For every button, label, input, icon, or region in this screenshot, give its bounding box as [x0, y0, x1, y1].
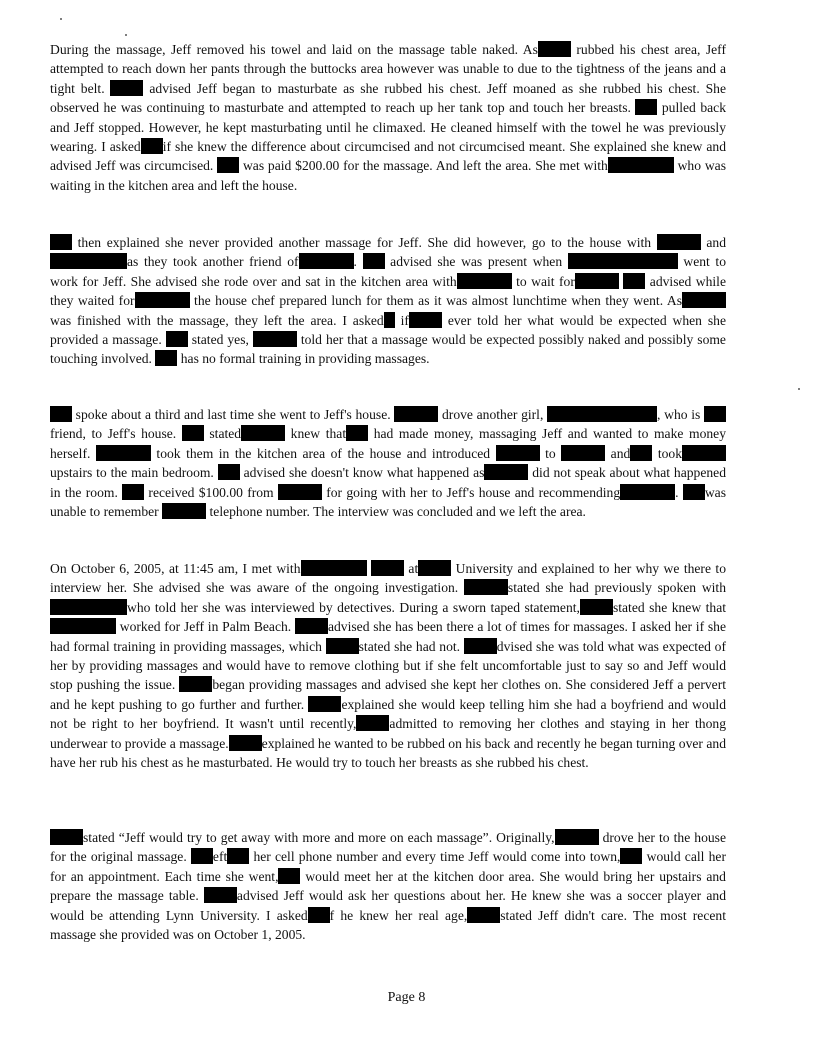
redaction-box	[96, 445, 151, 461]
paragraph	[50, 828, 726, 944]
paragraph-text: has no formal training in providing massages.	[177, 351, 430, 367]
redaction-box	[278, 868, 300, 884]
paragraph-text: and	[700, 235, 726, 250]
redaction-box	[409, 312, 442, 328]
paragraph-text: pulled back and Jeff stopped. However, he kept masturbating until he climaxed. He cleaned himself with the towel he was previously wearing. I asked	[50, 100, 726, 155]
paragraph-text: told her that a massage would be expected possibly naked and possibly some touching involved.	[50, 332, 726, 367]
paragraph-text: advised while they waited for	[50, 273, 726, 309]
redaction-box	[623, 273, 645, 289]
paragraph-text: stated she knew that	[612, 599, 726, 615]
redaction-box	[682, 292, 726, 308]
redaction-box	[179, 676, 212, 692]
page-number: Page 8	[387, 990, 426, 1005]
redaction-box	[166, 331, 188, 347]
paragraph-text: stated she had not.	[358, 638, 464, 654]
redaction-box	[191, 848, 213, 864]
redaction-box	[50, 829, 83, 845]
paragraph-text: dvised she was told what was expected of her by providing massages and would have to remove clothing but if she felt uncomfortable just to say so and Jeff would stop pushing the issue.	[50, 638, 726, 693]
redaction-box	[683, 484, 705, 500]
redaction-box	[122, 484, 144, 500]
redaction-box	[630, 445, 652, 461]
redaction-box	[555, 829, 599, 845]
redaction-box	[50, 234, 72, 250]
paragraph-text: During the massage, Jeff removed his towel and laid on the massage table naked. As	[50, 42, 538, 57]
paragraph-text: upstairs to the main bedroom.	[50, 465, 218, 481]
paragraph-text: stated she had previously spoken with	[507, 580, 726, 596]
redaction-box	[301, 560, 367, 576]
redaction-box	[346, 425, 368, 441]
paragraph-text: friend, to Jeff's house.	[50, 426, 182, 442]
redaction-box	[704, 406, 726, 422]
scan-speck	[798, 388, 800, 390]
paragraph-text: rubbed his chest area, Jeff attempted to reach down her pants through the buttocks area however was unable to due to the tightness of the jeans and a tight belt.	[50, 42, 726, 96]
redaction-box	[608, 157, 674, 173]
paragraph-text: explained he wanted to be rubbed on his back and recently he began turning over and have her rub his chest as he masturbated. He would try to touch her breasts as she rubbed his chest.	[50, 735, 726, 771]
redaction-box	[418, 560, 451, 576]
redaction-box	[547, 406, 657, 422]
redaction-box	[457, 273, 512, 289]
redaction-box	[326, 638, 359, 654]
paragraph-text: the house chef prepared lunch for them as it was almost lunchtime when they went. As	[189, 293, 682, 309]
redaction-box	[308, 907, 330, 923]
redaction-box	[229, 735, 262, 751]
paragraph-text: ever told her what would be expected when she provided a massage.	[50, 312, 726, 348]
redaction-box	[575, 273, 619, 289]
paragraph-text: and	[605, 445, 631, 461]
paragraph-text: advised she doesn't know what happened as	[239, 465, 485, 481]
redaction-box	[561, 445, 605, 461]
paragraph-text: , who is	[657, 407, 704, 422]
redaction-box	[182, 425, 204, 441]
redaction-box	[371, 560, 404, 576]
paragraph-text: would meet her at the kitchen door area. She would bring her upstairs and prepare the massage table.	[50, 868, 726, 904]
paragraph-text: was unable to remember	[50, 484, 726, 520]
paragraph-text: then explained she never provided another massage for Jeff. She did however, go to the house with	[72, 235, 657, 250]
redaction-box	[50, 599, 127, 615]
redaction-box	[253, 331, 297, 347]
paragraph-text: if she knew the difference about circumcised and not circumcised meant. She explained she knew and advised Jeff was circumcised.	[50, 139, 726, 174]
paragraph-text: drove another girl,	[438, 407, 548, 422]
paragraph-text: .	[353, 254, 363, 270]
redaction-box	[278, 484, 322, 500]
redaction-box	[568, 253, 678, 269]
paragraph-text: who told her she was interviewed by detectives. During a sworn taped statement,	[127, 599, 580, 615]
paragraph	[50, 559, 726, 772]
redaction-box	[227, 848, 249, 864]
paragraph-text: if	[394, 312, 409, 328]
paragraph-text: was finished with the massage, they left the area. I asked	[50, 312, 384, 328]
paragraph-text: knew that	[285, 426, 347, 442]
redaction-box	[682, 445, 726, 461]
paragraph-text: took them in the kitchen area of the house and introduced	[150, 445, 496, 461]
redaction-box	[620, 484, 675, 500]
redaction-box	[204, 887, 237, 903]
redaction-box	[635, 99, 657, 115]
scan-speck	[125, 34, 127, 36]
redaction-box	[484, 464, 528, 480]
redaction-box	[620, 848, 642, 864]
paragraph-text: went to work for Jeff. She advised she rode over and sat in the kitchen area with	[50, 254, 727, 289]
redaction-box	[295, 618, 328, 634]
paragraph-text: stated “Jeff would try to get away with more and more on each massage”. Originally,	[83, 830, 555, 845]
redaction-box	[217, 157, 239, 173]
paragraph-text: f he knew her real age,	[329, 907, 468, 923]
redaction-box	[538, 41, 571, 57]
paragraph-text: telephone number. The interview was concluded and we left the area.	[206, 504, 586, 520]
redaction-box	[299, 253, 354, 269]
redaction-box	[110, 80, 143, 96]
redaction-box	[467, 907, 500, 923]
paragraph-text: eft	[212, 849, 228, 865]
paragraph	[50, 40, 726, 195]
redaction-box	[141, 138, 163, 154]
redaction-box	[496, 445, 540, 461]
redaction-box	[464, 638, 497, 654]
redaction-box	[50, 618, 116, 634]
redaction-box	[356, 715, 389, 731]
paragraph-text: as they took another friend of	[127, 254, 299, 270]
paragraph-text: did not speak about what happened in the room.	[50, 465, 726, 500]
redaction-box	[394, 406, 438, 422]
redaction-box	[50, 406, 72, 422]
paragraph	[50, 233, 726, 369]
paragraph-text: received $100.00 from	[144, 484, 278, 500]
paragraph-text: was paid $200.00 for the massage. And left the area. She met with	[239, 158, 608, 174]
paragraph-text: spoke about a third and last time she went to Jeff's house.	[72, 407, 395, 422]
paragraph-text: took	[652, 445, 682, 461]
paragraph-text: advised she has been there a lot of times for massages. I asked her if she had formal training in providing massages, which	[50, 619, 726, 654]
redaction-box	[50, 253, 127, 269]
redaction-box	[135, 292, 190, 308]
paragraph-text: to wait for	[511, 273, 575, 289]
paragraph-text: worked for Jeff in Palm Beach.	[116, 619, 295, 635]
paragraph-text: would call her for an appointment. Each time she went,	[50, 849, 726, 884]
paragraph-text: stated yes,	[187, 332, 253, 348]
paragraph-text: began providing massages and advised she kept her clothes on. She considered Jeff a pervert and he kept pushing to go further and further.	[50, 677, 726, 712]
scan-speck	[60, 18, 62, 20]
paragraph	[50, 405, 726, 521]
paragraph-text: had made money, massaging Jeff and wanted to make money herself.	[50, 426, 726, 461]
paragraph-text: advised Jeff would ask her questions about her. He knew she was a soccer player and would be attending Lynn University. I asked	[50, 888, 726, 923]
paragraph-text: stated Jeff didn't care. The most recent massage she provided was on October 1, 2005.	[50, 907, 726, 943]
paragraph-text: her cell phone number and every time Jeff would come into town,	[249, 849, 621, 865]
paragraph-text: for going with her to Jeff's house and recommending	[321, 484, 621, 500]
paragraph-text: drove her to the house for the original massage.	[50, 830, 726, 865]
redaction-box	[384, 312, 395, 328]
paragraph-text: advised she was present when	[384, 254, 568, 270]
redaction-box	[155, 350, 177, 366]
redaction-box	[162, 503, 206, 519]
paragraph-text: stated	[203, 426, 242, 442]
redaction-box	[363, 253, 385, 269]
redaction-box	[308, 696, 341, 712]
redaction-box	[464, 579, 508, 595]
paragraph-text: .	[675, 484, 683, 500]
redaction-box	[580, 599, 613, 615]
redaction-box	[241, 425, 285, 441]
paragraph-text: to	[539, 445, 562, 461]
paragraph-text: explained she would keep telling him she had a boyfriend and would not be right to her boyfriend. It wasn't until recently,	[50, 696, 726, 732]
redaction-box	[218, 464, 240, 480]
paragraph-text: who was waiting in the kitchen area and left the house.	[50, 158, 726, 193]
paragraph-text: at	[403, 561, 419, 576]
paragraph-text: On October 6, 2005, at 11:45 am, I met with	[50, 561, 301, 576]
paragraph-text: advised Jeff began to masturbate as she rubbed his chest. Jeff moaned as she rubbed his chest. She observed he was continuing to masturbate and attempted to reach up her tank top and touch her breasts.	[50, 80, 726, 116]
paragraph-text: University and explained to her why we there to interview her. She advised she was aware of the ongoing investigation.	[50, 561, 726, 596]
paragraph-text: admitted to removing her clothes and staying in her thong underwear to provide a massage.	[50, 716, 726, 751]
redaction-box	[657, 234, 701, 250]
